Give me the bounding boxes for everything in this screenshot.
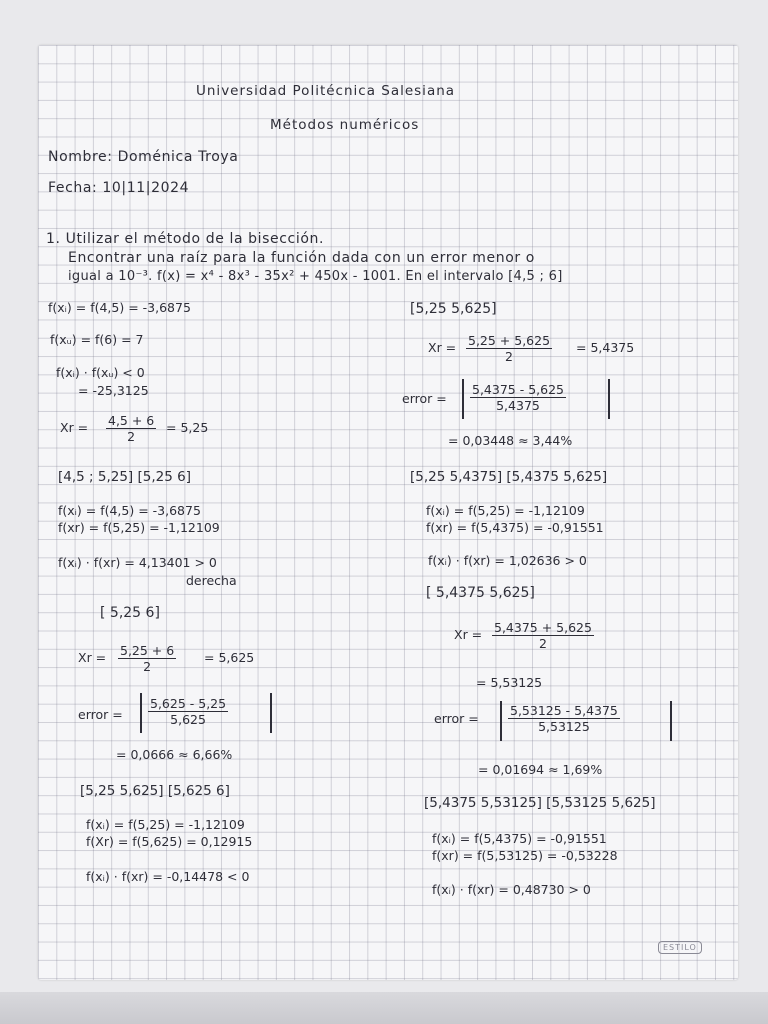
right-error-abs-bar-open xyxy=(462,379,464,419)
left-xr2-numerator: 5,25 + 6 xyxy=(120,643,175,658)
page-bottom-shadow xyxy=(0,992,768,1024)
left-error-result: = 0,0666 ≈ 6,66% xyxy=(116,747,233,762)
problem-line-1: 1. Utilizar el método de la bisección. xyxy=(46,231,325,247)
problem-line-3: igual a 10⁻³. f(x) = x⁴ - 8x³ - 35x² + 450x - 1001. En el intervalo [4,5 ; 6] xyxy=(68,269,563,284)
left-f-xi: f(xᵢ) = f(4,5) = -3,6875 xyxy=(48,300,191,315)
left-xr2-lhs: Xr = xyxy=(78,650,107,665)
left-interval-2: [ 5,25 6] xyxy=(100,605,160,621)
left-xr2-denominator: 2 xyxy=(143,659,152,674)
right-error2-result: = 0,01694 ≈ 1,69% xyxy=(478,762,603,777)
left-error-numerator: 5,625 - 5,25 xyxy=(150,696,227,711)
right-xr-fraction xyxy=(466,333,552,364)
course-title: Métodos numéricos xyxy=(270,117,420,133)
left-error-fraction xyxy=(148,696,228,727)
left-error-abs-bar-open xyxy=(140,693,142,733)
right-interval-c: [ 5,4375 5,625] xyxy=(426,585,535,601)
left-derecha: derecha xyxy=(186,573,237,588)
left-product-value: = -25,3125 xyxy=(78,383,149,398)
left-error-lhs: error = xyxy=(78,707,123,722)
right-f-xr-2: f(xr) = f(5,53125) = -0,53228 xyxy=(432,848,618,863)
right-product: f(xᵢ) · f(xr) = 1,02636 > 0 xyxy=(428,553,587,568)
right-xr2-result: = 5,53125 xyxy=(476,675,543,690)
student-name: Nombre: Doménica Troya xyxy=(48,149,239,165)
left-product-2: f(xᵢ) · f(xr) = 4,13401 > 0 xyxy=(58,555,217,570)
right-error2-denominator: 5,53125 xyxy=(538,719,590,734)
right-f-xr: f(xr) = f(5,4375) = -0,91551 xyxy=(426,520,604,535)
left-xr1-denominator: 2 xyxy=(127,429,136,444)
left-intervals-3: [5,25 5,625] [5,625 6] xyxy=(80,783,230,799)
problem-line-2: Encontrar una raíz para la función dada con un error menor o xyxy=(68,250,535,266)
left-f-xr-2: f(xr) = f(5,25) = -1,12109 xyxy=(58,520,220,535)
left-f-xr-3: f(Xr) = f(5,625) = 0,12915 xyxy=(86,834,253,849)
left-f-xu: f(xᵤ) = f(6) = 7 xyxy=(50,332,144,347)
estilo-stamp: ESTILO xyxy=(658,941,702,954)
right-error-fraction xyxy=(470,382,566,413)
right-xr-numerator: 5,25 + 5,625 xyxy=(468,333,551,348)
left-xr1-lhs: Xr = xyxy=(60,420,89,435)
university-title: Universidad Politécnica Salesiana xyxy=(196,83,456,99)
right-f-xi-2: f(xᵢ) = f(5,4375) = -0,91551 xyxy=(432,831,607,846)
right-error2-numerator: 5,53125 - 5,4375 xyxy=(510,703,618,718)
left-intervals-1: [4,5 ; 5,25] [5,25 6] xyxy=(58,469,191,485)
right-xr-lhs: Xr = xyxy=(428,340,457,355)
left-product-3: f(xᵢ) · f(xr) = -0,14478 < 0 xyxy=(86,869,250,884)
right-error2-lhs: error = xyxy=(434,711,479,726)
left-xr1-fraction xyxy=(106,413,156,444)
right-error2-abs-bar-close xyxy=(670,701,672,741)
right-intervals-d: [5,4375 5,53125] [5,53125 5,625] xyxy=(424,795,656,811)
right-product-2: f(xᵢ) · f(xr) = 0,48730 > 0 xyxy=(432,882,591,897)
notebook-page xyxy=(38,45,738,980)
left-error-denominator: 5,625 xyxy=(170,712,206,727)
right-xr2-denominator: 2 xyxy=(539,636,547,651)
right-error-numerator: 5,4375 - 5,625 xyxy=(472,382,564,397)
left-xr2-fraction xyxy=(118,643,176,674)
right-intervals-b: [5,25 5,4375] [5,4375 5,625] xyxy=(410,469,608,485)
right-xr2-numerator: 5,4375 + 5,625 xyxy=(494,620,592,635)
right-xr2-lhs: Xr = xyxy=(454,627,483,642)
left-f-xi-3: f(xᵢ) = f(5,25) = -1,12109 xyxy=(86,817,245,832)
left-xr1-numerator: 4,5 + 6 xyxy=(108,413,155,428)
right-error-result: = 0,03448 ≈ 3,44% xyxy=(448,433,573,448)
right-xr2-fraction xyxy=(492,620,594,651)
left-f-xi-2: f(xᵢ) = f(4,5) = -3,6875 xyxy=(58,503,201,518)
left-product-label: f(xᵢ) · f(xᵤ) < 0 xyxy=(56,365,145,380)
right-error-lhs: error = xyxy=(402,391,447,406)
right-error2-abs-bar-open xyxy=(500,701,502,741)
right-f-xi: f(xᵢ) = f(5,25) = -1,12109 xyxy=(426,503,585,518)
right-xr-denominator: 2 xyxy=(505,349,513,364)
right-error2-fraction xyxy=(508,703,620,734)
date-line: Fecha: 10|11|2024 xyxy=(48,180,190,196)
left-error-abs-bar-close xyxy=(270,693,272,733)
left-xr1-result: = 5,25 xyxy=(166,420,209,435)
right-xr-result: = 5,4375 xyxy=(576,340,635,355)
right-interval-a: [5,25 5,625] xyxy=(410,301,497,317)
right-error-denominator: 5,4375 xyxy=(496,398,540,413)
left-xr2-result: = 5,625 xyxy=(204,650,255,665)
right-error-abs-bar-close xyxy=(608,379,610,419)
